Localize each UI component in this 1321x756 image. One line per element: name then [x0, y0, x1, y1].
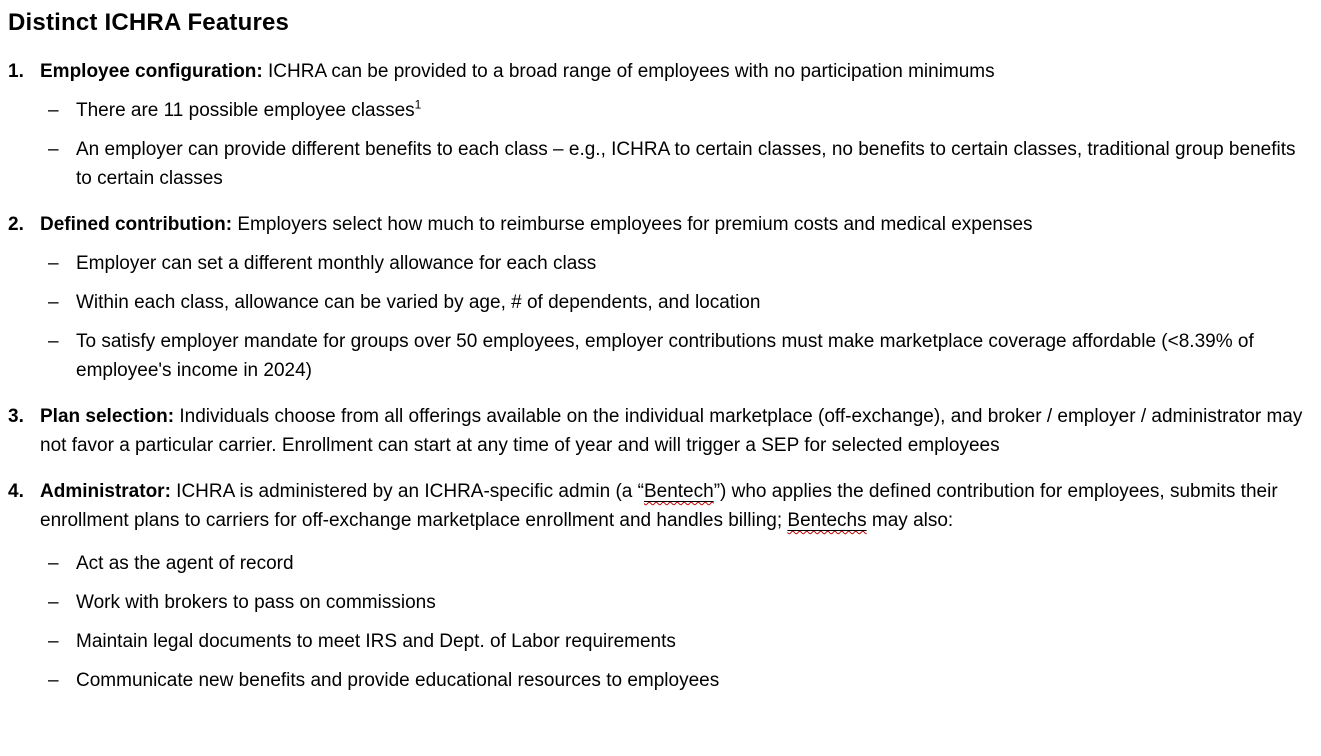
dash-bullet: –: [48, 331, 59, 352]
misspelled-term-bentechs: Bentechs: [787, 510, 867, 531]
sub-bullet-2a: [48, 249, 1315, 278]
item-1-body: ICHRA can be provided to a broad range of employees with no participation minimums: [262, 61, 995, 82]
sub-bullet-1b-text: An employer can provide different benefits to each class – e.g., ICHRA to certain classes, no benefits to certain classes, traditional group benefits to certain classes: [76, 139, 1296, 189]
sub-bullet-1a-text: There are 11 possible employee classes$^1$: [76, 97, 422, 121]
sub-bullet-4a: [48, 549, 1315, 578]
dash-bullet: –: [48, 100, 59, 121]
sub-bullet-4d-text: Communicate new benefits and provide educational resources to employees: [76, 670, 720, 691]
sub-bullet-2c-text: To satisfy employer mandate for groups over 50 employees, employer contributions must make marketplace coverage affordable (<8.39% of employee's income in 2024): [76, 331, 1254, 381]
sub-bullet-4d: [48, 666, 1315, 695]
item-1-heading: Employee configuration:: [40, 61, 263, 82]
item-2-number: 2.: [8, 214, 24, 235]
list-item-4: [8, 477, 1315, 535]
item-4-number: 4.: [8, 481, 24, 502]
list-item-2: [8, 210, 1315, 239]
sub-bullet-2a-text: Employer can set a different monthly allowance for each class: [76, 253, 597, 274]
page-title: Distinct ICHRA Features: [8, 9, 290, 36]
item-1-number: 1.: [8, 61, 24, 82]
dash-bullet: –: [48, 670, 59, 691]
dash-bullet: –: [48, 292, 59, 313]
footnote-marker: 1: [414, 97, 422, 112]
dash-bullet: –: [48, 253, 59, 274]
list-item-1: [8, 57, 1315, 86]
item-3-text: [40, 402, 1315, 460]
sub-bullet-4a-text: Act as the agent of record: [76, 553, 294, 574]
misspelled-term-bentech: Bentech: [643, 481, 714, 502]
item-4-body-1: ICHRA is administered by an ICHRA-specific admin (a “: [170, 481, 644, 502]
item-4-heading: Administrator:: [40, 481, 171, 502]
sub-bullet-2b-text: Within each class, allowance can be varied by age, # of dependents, and location: [76, 292, 761, 313]
sub-bullet-2b: [48, 288, 1315, 317]
item-2-body: Employers select how much to reimburse employees for premium costs and medical expenses: [232, 214, 1033, 235]
item-2-heading: Defined contribution:: [40, 214, 233, 235]
sub-bullet-2c: [48, 327, 1315, 385]
item-3-heading: Plan selection:: [40, 406, 175, 427]
dash-bullet: –: [48, 631, 59, 652]
sub-bullet-1a: [48, 96, 1315, 125]
item-2-text: [40, 210, 1315, 239]
sub-bullet-4c-text: Maintain legal documents to meet IRS and Dept. of Labor requirements: [76, 631, 676, 652]
item-4-text: [40, 477, 1315, 535]
sub-bullet-4c: [48, 627, 1315, 656]
item-4-body-3: may also:: [866, 510, 954, 531]
dash-bullet: –: [48, 139, 59, 160]
item-4-body-2: ”) who applies the defined contribution for employees, submits their enrollment plans to carriers for off-exchange marketplace enrollment and handles billing;: [40, 481, 1278, 531]
item-3-number: 3.: [8, 406, 24, 427]
item-3-body: Individuals choose from all offerings available on the individual marketplace (off-exchange), and broker / employer / administrator may not favor a particular carrier. Enrollment can start at any time of year and will trigger a SEP for selected employees: [40, 406, 1303, 456]
list-item-3: [8, 402, 1315, 460]
dash-bullet: –: [48, 553, 59, 574]
sub-bullet-4b: [48, 588, 1315, 617]
sub-bullet-1b: [48, 135, 1315, 193]
sub-bullet-4b-text: Work with brokers to pass on commissions: [76, 592, 436, 613]
dash-bullet: –: [48, 592, 59, 613]
item-1-text: [40, 57, 1315, 86]
